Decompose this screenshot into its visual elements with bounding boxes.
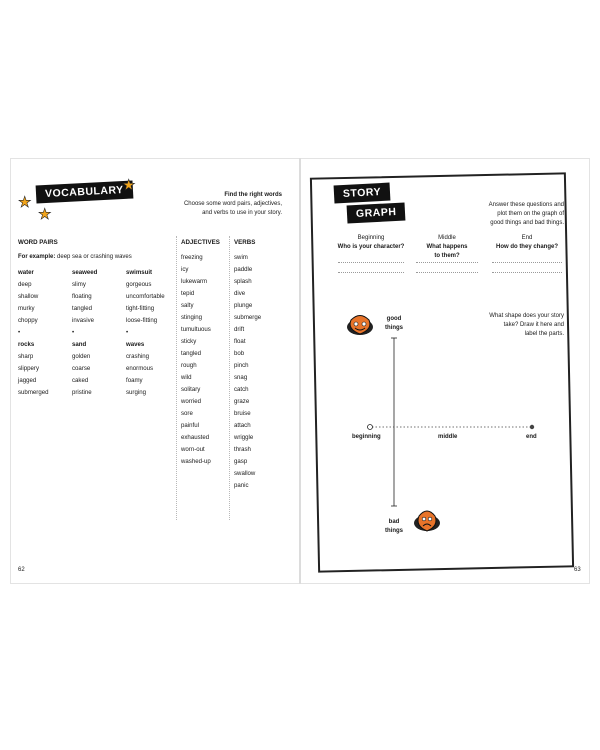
word: gorgeous	[126, 281, 152, 288]
verb: graze	[234, 398, 250, 405]
word: enormous	[126, 365, 154, 372]
verb: submerge	[234, 314, 262, 321]
prompt-line: label the parts.	[524, 331, 564, 337]
intro-line: plot them on the graph of	[497, 211, 564, 217]
word: crashing	[126, 353, 150, 360]
word: shallow	[18, 293, 39, 300]
prompt-line: What shape does your story	[489, 313, 564, 319]
verb: wriggle	[234, 434, 254, 441]
question-text: Who is your character?	[337, 244, 405, 250]
word: surging	[126, 389, 146, 396]
word: slippery	[18, 365, 39, 372]
example-text: deep sea or crashing waves	[57, 254, 132, 260]
answer-line[interactable]	[492, 262, 562, 263]
verb: bob	[234, 350, 245, 357]
bad-label-line: bad	[388, 519, 400, 525]
star-icon: ★	[122, 177, 136, 194]
find-words-title: Find the right words	[224, 192, 282, 198]
intro-line: good things and bad things.	[490, 220, 564, 226]
example-line	[18, 253, 132, 262]
adjective: tangled	[181, 350, 201, 357]
axis-start-point	[368, 425, 373, 430]
word: foamy	[126, 377, 143, 384]
adjective: tepid	[181, 290, 195, 297]
word-pair-head: rocks	[18, 341, 35, 348]
word-pair-head: sand	[72, 341, 87, 348]
page-number-left: 62	[18, 567, 25, 573]
answer-line[interactable]	[338, 262, 404, 263]
verb: gasp	[234, 458, 248, 465]
adjective: stinging	[181, 314, 203, 321]
word: deep	[18, 281, 32, 288]
adjective: sticky	[181, 338, 197, 345]
adjective: worried	[181, 398, 201, 405]
intro-text	[454, 201, 564, 228]
word: invasive	[72, 317, 95, 324]
question-text: How do they change?	[495, 244, 558, 250]
verb: paddle	[234, 266, 253, 273]
bullet: •	[18, 329, 21, 336]
axis-beginning-label: beginning	[352, 434, 381, 440]
prompt-line: take? Draw it here and	[503, 322, 564, 328]
verb: splash	[234, 278, 252, 285]
column-divider	[176, 236, 177, 520]
axis-middle-label: middle	[438, 434, 458, 440]
adjective: wild	[181, 374, 192, 381]
word: murky	[18, 305, 35, 312]
question-label: Beginning	[357, 235, 385, 241]
verb: attach	[234, 422, 251, 429]
word: floating	[72, 293, 92, 300]
question-label: Middle	[438, 235, 456, 241]
word-pair-column	[18, 267, 49, 399]
question-beginning	[328, 234, 414, 252]
word-pair-head: swimsuit	[126, 269, 153, 276]
word-pair-column	[126, 267, 165, 399]
page-fold	[299, 158, 301, 584]
verbs-list	[234, 252, 261, 492]
adjective: exhausted	[181, 434, 210, 441]
adjectives-heading: ADJECTIVES	[181, 239, 220, 246]
question-label: End	[521, 235, 533, 241]
axis-end-label: end	[526, 434, 537, 440]
star-icon: ★	[18, 194, 32, 211]
find-words-line: and verbs to use in your story.	[202, 210, 282, 216]
vocabulary-banner: VOCABULARY	[36, 180, 134, 203]
verb: dive	[234, 290, 246, 297]
word-pair-column	[72, 267, 97, 399]
adjective: icy	[181, 266, 189, 273]
word-pair-head: seaweed	[72, 269, 98, 276]
verb: drift	[234, 326, 245, 333]
good-label-line: things	[385, 325, 403, 331]
intro-line: Answer these questions and	[488, 202, 564, 208]
word: loose-fitting	[126, 317, 158, 324]
word: slimy	[72, 281, 86, 288]
bullet: •	[72, 329, 75, 336]
bad-label-line: things	[385, 528, 403, 534]
answer-line[interactable]	[492, 272, 562, 273]
adjective: washed-up	[181, 458, 211, 465]
answer-line[interactable]	[416, 272, 478, 273]
answer-line[interactable]	[416, 262, 478, 263]
adjective: sore	[181, 410, 193, 417]
word: submerged	[18, 389, 49, 396]
verb: panic	[234, 482, 249, 489]
verb: bruise	[234, 410, 251, 417]
adjective: lukewarm	[181, 278, 208, 285]
find-words-line: Choose some word pairs, adjectives,	[183, 201, 282, 207]
verb: snag	[234, 374, 248, 381]
adjective: solitary	[181, 386, 201, 393]
verb: pinch	[234, 362, 249, 369]
word: uncomfortable	[126, 293, 165, 300]
find-words-box	[150, 191, 282, 218]
word: jagged	[18, 377, 37, 384]
good-label-line: good	[386, 316, 402, 322]
word: golden	[72, 353, 91, 360]
axis-end-point	[530, 425, 534, 429]
adjective: worn-out	[181, 446, 205, 453]
word-pair-head: water	[18, 269, 34, 276]
answer-line[interactable]	[338, 272, 404, 273]
word: choppy	[18, 317, 38, 324]
question-middle	[412, 234, 482, 261]
bad-things-label	[384, 518, 404, 536]
word-pair-head: waves	[126, 341, 145, 348]
adjective: rough	[181, 362, 197, 369]
adjective: painful	[181, 422, 199, 429]
adjective: salty	[181, 302, 194, 309]
adjective: tumultuous	[181, 326, 211, 333]
adjectives-list	[181, 252, 211, 468]
story-banner: STORY	[334, 183, 391, 204]
word: tight-fitting	[126, 305, 155, 312]
word: caked	[72, 377, 89, 384]
column-divider	[229, 236, 230, 520]
verb: float	[234, 338, 246, 345]
adjective: freezing	[181, 254, 203, 261]
star-icon: ★	[38, 206, 52, 223]
graph-banner: GRAPH	[347, 202, 406, 223]
verb: swallow	[234, 470, 256, 477]
verb: swim	[234, 254, 248, 261]
word-pairs-heading: WORD PAIRS	[18, 239, 58, 246]
verbs-heading: VERBS	[234, 239, 256, 246]
verb: thrash	[234, 446, 251, 453]
word: pristine	[72, 389, 92, 396]
story-graph-axes[interactable]	[360, 330, 542, 516]
question-text: to them?	[434, 253, 460, 259]
question-end	[484, 234, 570, 252]
bullet: •	[126, 329, 129, 336]
page-number-right: 63	[574, 567, 581, 573]
question-text: What happens	[426, 244, 468, 250]
word: coarse	[72, 365, 91, 372]
verb: plunge	[234, 302, 253, 309]
example-label: For example:	[18, 254, 56, 260]
word: tangled	[72, 305, 92, 312]
verb: catch	[234, 386, 249, 393]
word: sharp	[18, 353, 34, 360]
